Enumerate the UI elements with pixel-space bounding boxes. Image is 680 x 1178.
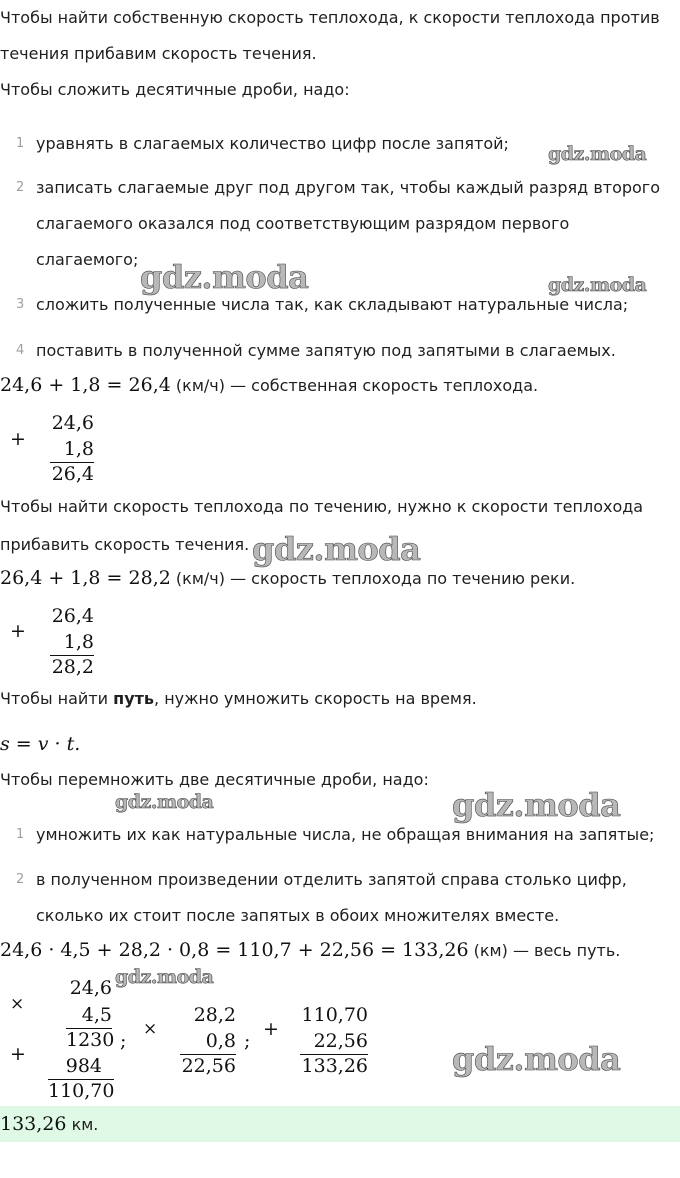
answer-line xyxy=(0,1113,98,1135)
watermark-logo: gdz.moda xyxy=(548,143,647,165)
watermark-logo: gdz.moda xyxy=(115,791,214,813)
factor: 28,2 xyxy=(193,1004,236,1026)
partial-product: 1230 xyxy=(66,1029,115,1051)
list-number: 1 xyxy=(16,827,25,842)
partial-product: 984 xyxy=(65,1055,102,1077)
watermark-logo: gdz.moda xyxy=(140,258,309,296)
list-number: 1 xyxy=(16,136,25,151)
paragraph-line: течения прибавим скорость течения. xyxy=(0,44,317,63)
bold-term: путь xyxy=(113,689,155,708)
addend: 24,6 xyxy=(51,412,94,434)
plus-sign: + xyxy=(10,620,26,642)
equation-math: 24,6 + 1,8 = 26,4 xyxy=(0,374,171,396)
equation-line xyxy=(0,939,620,961)
answer-text: км. xyxy=(66,1115,99,1134)
list-item: умножить их как натуральные числа, не обращая внимания на запятые; xyxy=(36,825,655,844)
paragraph-line: Чтобы найти скорость теплохода по течению, нужно к скорости теплохода xyxy=(0,497,644,516)
plus-sign: + xyxy=(10,428,26,450)
answer-box xyxy=(0,1106,680,1142)
list-item: записать слагаемые друг под другом так, чтобы каждый разряд второго xyxy=(36,178,660,197)
plus-sign: + xyxy=(263,1018,279,1040)
factor: 4,5 xyxy=(81,1004,112,1026)
paragraph-line: Чтобы перемножить две десятичные дроби, надо: xyxy=(0,770,429,789)
addend: 1,8 xyxy=(63,631,94,653)
list-item-continued: слагаемого оказался под соответствующим разрядом первого xyxy=(36,214,570,233)
list-number: 2 xyxy=(16,180,25,195)
watermark-logo: gdz.moda xyxy=(548,274,647,296)
sum: 28,2 xyxy=(51,656,94,678)
list-item: уравнять в слагаемых количество цифр после запятой; xyxy=(36,134,509,153)
addend: 26,4 xyxy=(51,605,94,627)
addend: 110,70 xyxy=(301,1004,368,1026)
factor: 24,6 xyxy=(69,977,112,999)
answer-math: 133,26 xyxy=(0,1113,67,1135)
paragraph-line: прибавить скорость течения. xyxy=(0,535,250,554)
list-number: 4 xyxy=(16,343,25,358)
list-item: сложить полученные числа так, как складывают натуральные числа; xyxy=(36,295,629,314)
separator: ; xyxy=(244,1030,251,1052)
equation-text: (км) — весь путь. xyxy=(468,941,621,960)
list-item: поставить в полученной сумме запятую под запятыми в слагаемых. xyxy=(36,341,616,360)
equation-text: (км/ч) — собственная скорость теплохода. xyxy=(170,376,539,395)
separator: ; xyxy=(120,1030,127,1052)
sum: 133,26 xyxy=(301,1055,368,1077)
formula: s = v · t. xyxy=(0,733,81,755)
times-sign: × xyxy=(143,1019,158,1039)
list-item-continued: сколько их стоит после запятых в обоих множителях вместе. xyxy=(36,906,560,925)
addend: 1,8 xyxy=(63,438,94,460)
paragraph-line: Чтобы найти путь, нужно умножить скорость на время. xyxy=(0,689,477,708)
watermark-logo: gdz.moda xyxy=(452,1040,621,1078)
factor: 0,8 xyxy=(205,1030,236,1052)
list-item: в полученном произведении отделить запятой справа столько цифр, xyxy=(36,870,627,889)
watermark-logo: gdz.moda xyxy=(452,786,621,824)
list-item-continued: слагаемого; xyxy=(36,250,139,269)
equation-math: 24,6 · 4,5 + 28,2 · 0,8 = 110,7 + 22,56 = 133,26 xyxy=(0,939,469,961)
product: 110,70 xyxy=(48,1080,115,1102)
equation-math: 26,4 + 1,8 = 28,2 xyxy=(0,567,171,589)
watermark-logo: gdz.moda xyxy=(115,966,214,988)
sum: 26,4 xyxy=(51,463,94,485)
list-number: 3 xyxy=(16,297,25,312)
equation-line xyxy=(0,374,538,396)
equation-line xyxy=(0,567,575,589)
watermark-logo: gdz.moda xyxy=(252,530,421,568)
equation-text: (км/ч) — скорость теплохода по течению реки. xyxy=(170,569,576,588)
times-sign: × xyxy=(10,994,25,1014)
plus-sign: + xyxy=(10,1043,26,1065)
paragraph-line: Чтобы сложить десятичные дроби, надо: xyxy=(0,80,350,99)
addend: 22,56 xyxy=(313,1030,368,1052)
paragraph-line: Чтобы найти собственную скорость теплохода, к скорости теплохода против xyxy=(0,8,660,27)
list-number: 2 xyxy=(16,872,25,887)
product: 22,56 xyxy=(181,1055,236,1077)
